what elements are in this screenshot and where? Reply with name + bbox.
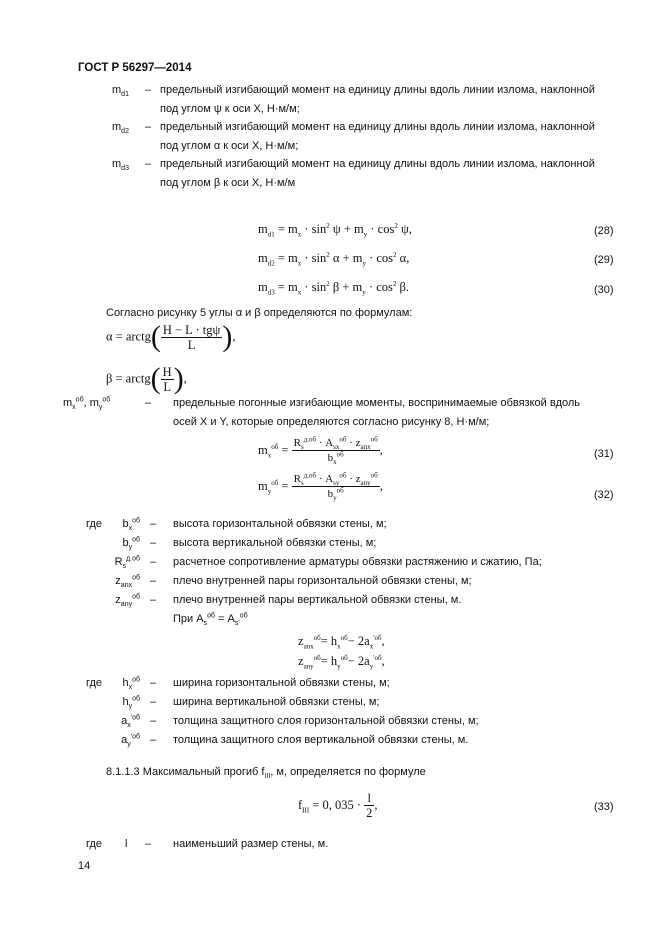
equation-number-32: (32) — [594, 489, 614, 501]
where-symbol: $z_{anx}^{об}$ — [115, 574, 140, 590]
where-symbol: $R_s^{д.об}$ — [114, 555, 140, 571]
where-description: толщина защитного слоя вертикальной обвязки стены, м. — [173, 734, 469, 746]
where-symbol: $h_x^{об}$ — [122, 676, 140, 692]
where-symbol: $z_{any}^{об}$ — [115, 593, 140, 609]
def-dash: – — [145, 158, 152, 170]
equation-number-33: (33) — [594, 801, 614, 813]
equation-number-30: (30) — [594, 284, 614, 296]
where-description: толщина защитного слоя горизонтальной обвязки стены, м; — [173, 715, 479, 727]
moments-description-line2: осей X и Y, которые определяются согласно рисунку 8, Н·м/м; — [173, 416, 490, 428]
formula-31: $m_x^{об}$ = $\frac{R_s^{д.об} \cdot A_{sx}^{об} \cdot z_{anx}^{об}}{b_x^{об}}$ , — [258, 435, 383, 467]
def-symbol: $m_{d3}$ — [112, 158, 129, 173]
where-label-3: где — [86, 838, 103, 850]
def-description-line1: предельный изгибающий момент на единицу длины вдоль линии излома, наклонной — [160, 121, 595, 133]
where-description: высота вертикальной обвязки стены, м; — [173, 537, 377, 549]
equation-number-29: (29) — [594, 254, 614, 266]
where-description: плечо внутренней пары горизонтальной обвязки стены, м; — [173, 575, 472, 587]
where-dash: – — [150, 556, 157, 568]
where-dash: – — [150, 518, 157, 530]
z-formula: $z_{anx}^{об}= h_x^{об}- 2a_x^{'об}$, — [298, 633, 385, 651]
where-label-2: где — [86, 677, 103, 689]
where-symbol: $b_x^{об}$ — [122, 517, 140, 533]
where-dash: – — [150, 734, 157, 746]
def-symbol: $m_{d2}$ — [112, 121, 129, 136]
where-description: расчетное сопротивление арматуры обвязки растяжению и сжатию, Па; — [173, 556, 542, 568]
where-description: плечо внутренней пары вертикальной обвязки стены, м. — [173, 594, 462, 606]
where-symbol: $h_y^{об}$ — [122, 695, 140, 711]
equation-30: $m_{d3} = m_x \cdot \sin^2 \beta + m_y \cdot \cos^2 \beta$. — [258, 279, 409, 297]
def-description-line1: предельный изгибающий момент на единицу длины вдоль линии излома, наклонной — [160, 158, 595, 170]
z-formula: $z_{any}^{об}= h_y^{об}- 2a_y^{'об}$, — [298, 653, 385, 671]
def-description-line2: под углом α к оси X, Н·м/м; — [160, 140, 299, 152]
def-dash: – — [145, 121, 152, 133]
where-description: ширина вертикальной обвязки стены, м; — [173, 696, 380, 708]
where-label-1: где — [86, 518, 103, 530]
where-symbol: $a_x^{'об}$ — [121, 714, 140, 730]
where-symbol: $b_y^{об}$ — [122, 536, 140, 552]
where-dash: – — [150, 575, 157, 587]
equation-28: $m_{d1} = m_x \cdot \sin^2 \psi + m_y \cdot \cos^2 \psi$, — [258, 221, 412, 239]
formula-33: $f_{III} = 0$, 035 · $\frac{l}{2}$ , — [298, 791, 378, 820]
alpha-formula: α = arctg( $\frac{\text{H − L · tgψ}}{L}$ ), — [106, 320, 236, 353]
where3-symbol: l — [125, 838, 128, 850]
where-dash: – — [150, 594, 157, 606]
equation-29: $m_{d2} = m_x \cdot \sin^2 \alpha + m_y \cdot \cos^2 \alpha$, — [258, 250, 410, 268]
def-description-line2: под углом β к оси X, Н·м/м — [160, 177, 296, 189]
document-code: ГОСТ Р 56297—2014 — [78, 62, 192, 74]
where-dash: – — [150, 537, 157, 549]
where-description: ширина горизонтальной обвязки стены, м; — [173, 677, 390, 689]
where3-dash: – — [145, 838, 152, 850]
moments-dash: – — [145, 397, 152, 409]
def-description-line1: предельный изгибающий момент на единицу длины вдоль линии излома, наклонной — [160, 84, 595, 96]
where-symbol: $a_y^{'об}$ — [121, 733, 140, 749]
def-dash: – — [145, 84, 152, 96]
def-symbol: $m_{d1}$ — [112, 84, 129, 99]
def-description-line2: под углом ψ к оси X, Н·м/м; — [160, 103, 300, 115]
moments-symbol: $m_x^{об}$, $m_y^{об}$ — [63, 396, 111, 412]
where-dash: – — [150, 696, 157, 708]
formula-32: $m_y^{об}$ = $\frac{R_s^{д.об} \cdot A_{sy}^{об} \cdot z_{any}^{об}}{b_y^{об}}$ , — [258, 471, 383, 503]
equation-number-31: (31) — [594, 448, 614, 460]
angles-intro: Согласно рисунку 5 углы α и β определяются по формулам: — [106, 307, 413, 319]
page-number: 14 — [78, 860, 91, 872]
section-8-1-1-3: 8.1.1.3 Максимальный прогиб $f_{III}$, м, определяется по формуле — [106, 766, 426, 781]
where-description: высота горизонтальной обвязки стены, м; — [173, 518, 387, 530]
where-dash: – — [150, 677, 157, 689]
moments-description-line1: предельные погонные изгибающие моменты, воспринимаемые обвязкой вдоль — [173, 397, 581, 409]
equation-number-28: (28) — [594, 225, 614, 237]
condition-line: При $A_s^{об} = A_{s'}^{об}$ — [173, 612, 248, 628]
where-dash: – — [150, 715, 157, 727]
beta-formula: β = arctg( $\frac{H}{L}$ ), — [106, 362, 187, 395]
where3-description: наименьший размер стены, м. — [173, 838, 329, 850]
